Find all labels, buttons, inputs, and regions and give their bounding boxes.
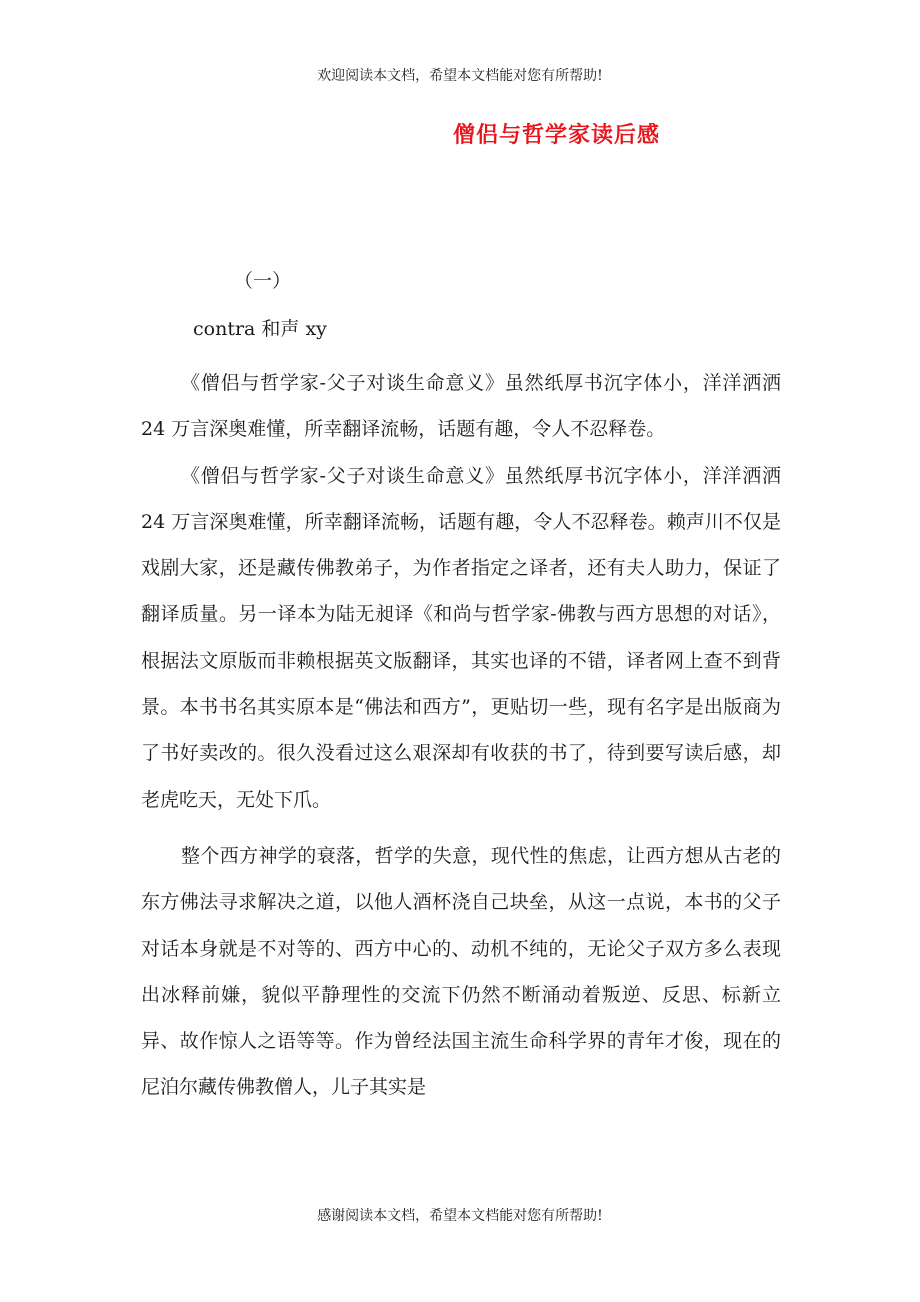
paragraph: 整个西方神学的衰落，哲学的失意，现代性的焦虑，让西方想从古老的东方佛法寻求解决之道，以他人酒杯浇自己块垒，从这一点说，本书的父子对话本身就是不对等的、西方中心的、动机不纯的，无论父子双方多么表现出冰释前嫌，貌似平静理性的交流下仍然不断涌动着叛逆、反思、标新立异、故作惊人之语等等。作为曾经法国主流生命科学界的青年才俊，现在的尼泊尔藏传佛教僧人，儿子其实是 xyxy=(141,844,781,1099)
section-number: （一） xyxy=(234,270,292,292)
page-header: 欢迎阅读本文档，希望本文档能对您有所帮助! xyxy=(317,68,603,84)
page-footer: 感谢阅读本文档，希望本文档能对您有所帮助! xyxy=(317,1208,603,1224)
paragraph: 《僧侣与哲学家-父子对谈生命意义》虽然纸厚书沉字体小，洋洋洒洒 24 万言深奥难懂，所幸翻译流畅，话题有趣，令人不忍释卷。 xyxy=(141,372,781,441)
author-line: contra 和声 xy xyxy=(193,318,327,340)
body-text xyxy=(141,360,781,1111)
paragraph: 《僧侣与哲学家-父子对谈生命意义》虽然纸厚书沉字体小，洋洋洒洒 24 万言深奥难懂，所幸翻译流畅，话题有趣，令人不忍释卷。赖声川不仅是戏剧大家，还是藏传佛教弟子，为作者指定之译者，还有夫人助力，保证了翻译质量。另一译本为陆无昶译《和尚与哲学家-佛教与西方思想的对话》，根据法文原版而非赖根据英文版翻译，其实也译的不错，译者网上查不到背景。本书书名其实原本是“佛法和西方”，更贴切一些，现有名字是出版商为了书好卖改的。很久没看过这么艰深却有收获的书了，待到要写读后感，却老虎吃天，无处下爪。 xyxy=(141,464,781,811)
document-title: 僧侣与哲学家读后感 xyxy=(453,122,661,148)
